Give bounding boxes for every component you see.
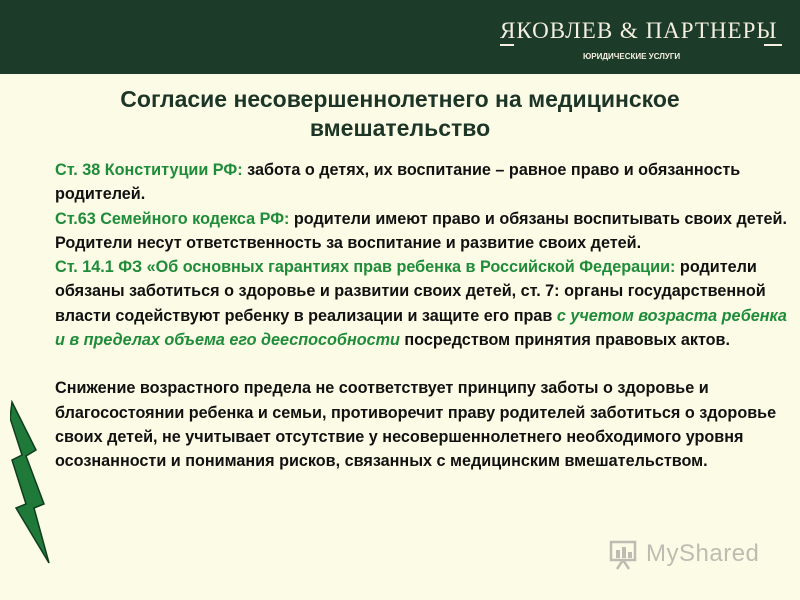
paragraph-constitution <box>55 158 790 207</box>
watermark-text: MyShared <box>646 540 760 567</box>
watermark <box>608 538 768 572</box>
paragraph-family-code <box>55 207 790 256</box>
presentation-icon <box>608 538 642 570</box>
text-federal-law-emphasis: с учетом возраста ребенка и в пределах объема его дееспособности <box>55 306 787 350</box>
source-constitution: Ст. 38 Конституции РФ: <box>55 161 243 179</box>
brand-line-right <box>764 44 782 46</box>
paragraph-federal-law <box>55 255 790 352</box>
text-federal-law: родители обязаны заботиться о здоровье и развитии своих детей, ст. 7: органы государственной власти содействуют ребенку в реализации и защите его прав <box>55 258 766 325</box>
source-federal-law: Ст. 14.1 ФЗ «Об основных гарантиях прав ребенка в Российской Федерации: <box>55 258 676 277</box>
slide-title: Согласие несовершеннолетнего на медицинское вмешательство <box>120 86 680 141</box>
brand-subtitle: ЮРИДИЧЕСКИЕ УСЛУГИ <box>583 52 681 61</box>
source-family-code: Ст.63 Семейного кодекса РФ: <box>55 209 290 228</box>
paragraph-spacer <box>55 352 790 376</box>
text-family-code: родители имеют право и обязаны воспитывать своих детей. Родители несут ответственность за воспитание и развитие своих детей. <box>55 209 787 252</box>
paragraph-conclusion: Снижение возрастного предела не соответствует принципу заботы о здоровье и благосостоянии ребенка и семьи, противоречит праву родителей заботиться о здоровье своих детей, не учитывает отсутствие у несовершеннолетнего необходимого уровня осознанности и понимания рисков, связанных с медицинским вмешательством. <box>55 379 777 471</box>
text-federal-law-tail: посредством принятия правовых актов. <box>399 331 731 350</box>
text-constitution: забота о детях, их воспитание – равное право и обязанность родителей. <box>55 161 741 204</box>
lightning-bolt-icon <box>10 400 50 565</box>
header-bar <box>0 0 800 74</box>
slide-body <box>55 158 790 474</box>
brand-line-left <box>500 44 514 46</box>
brand-name: ЯКОВЛЕВ & ПАРТНЕРЫ <box>500 18 778 43</box>
